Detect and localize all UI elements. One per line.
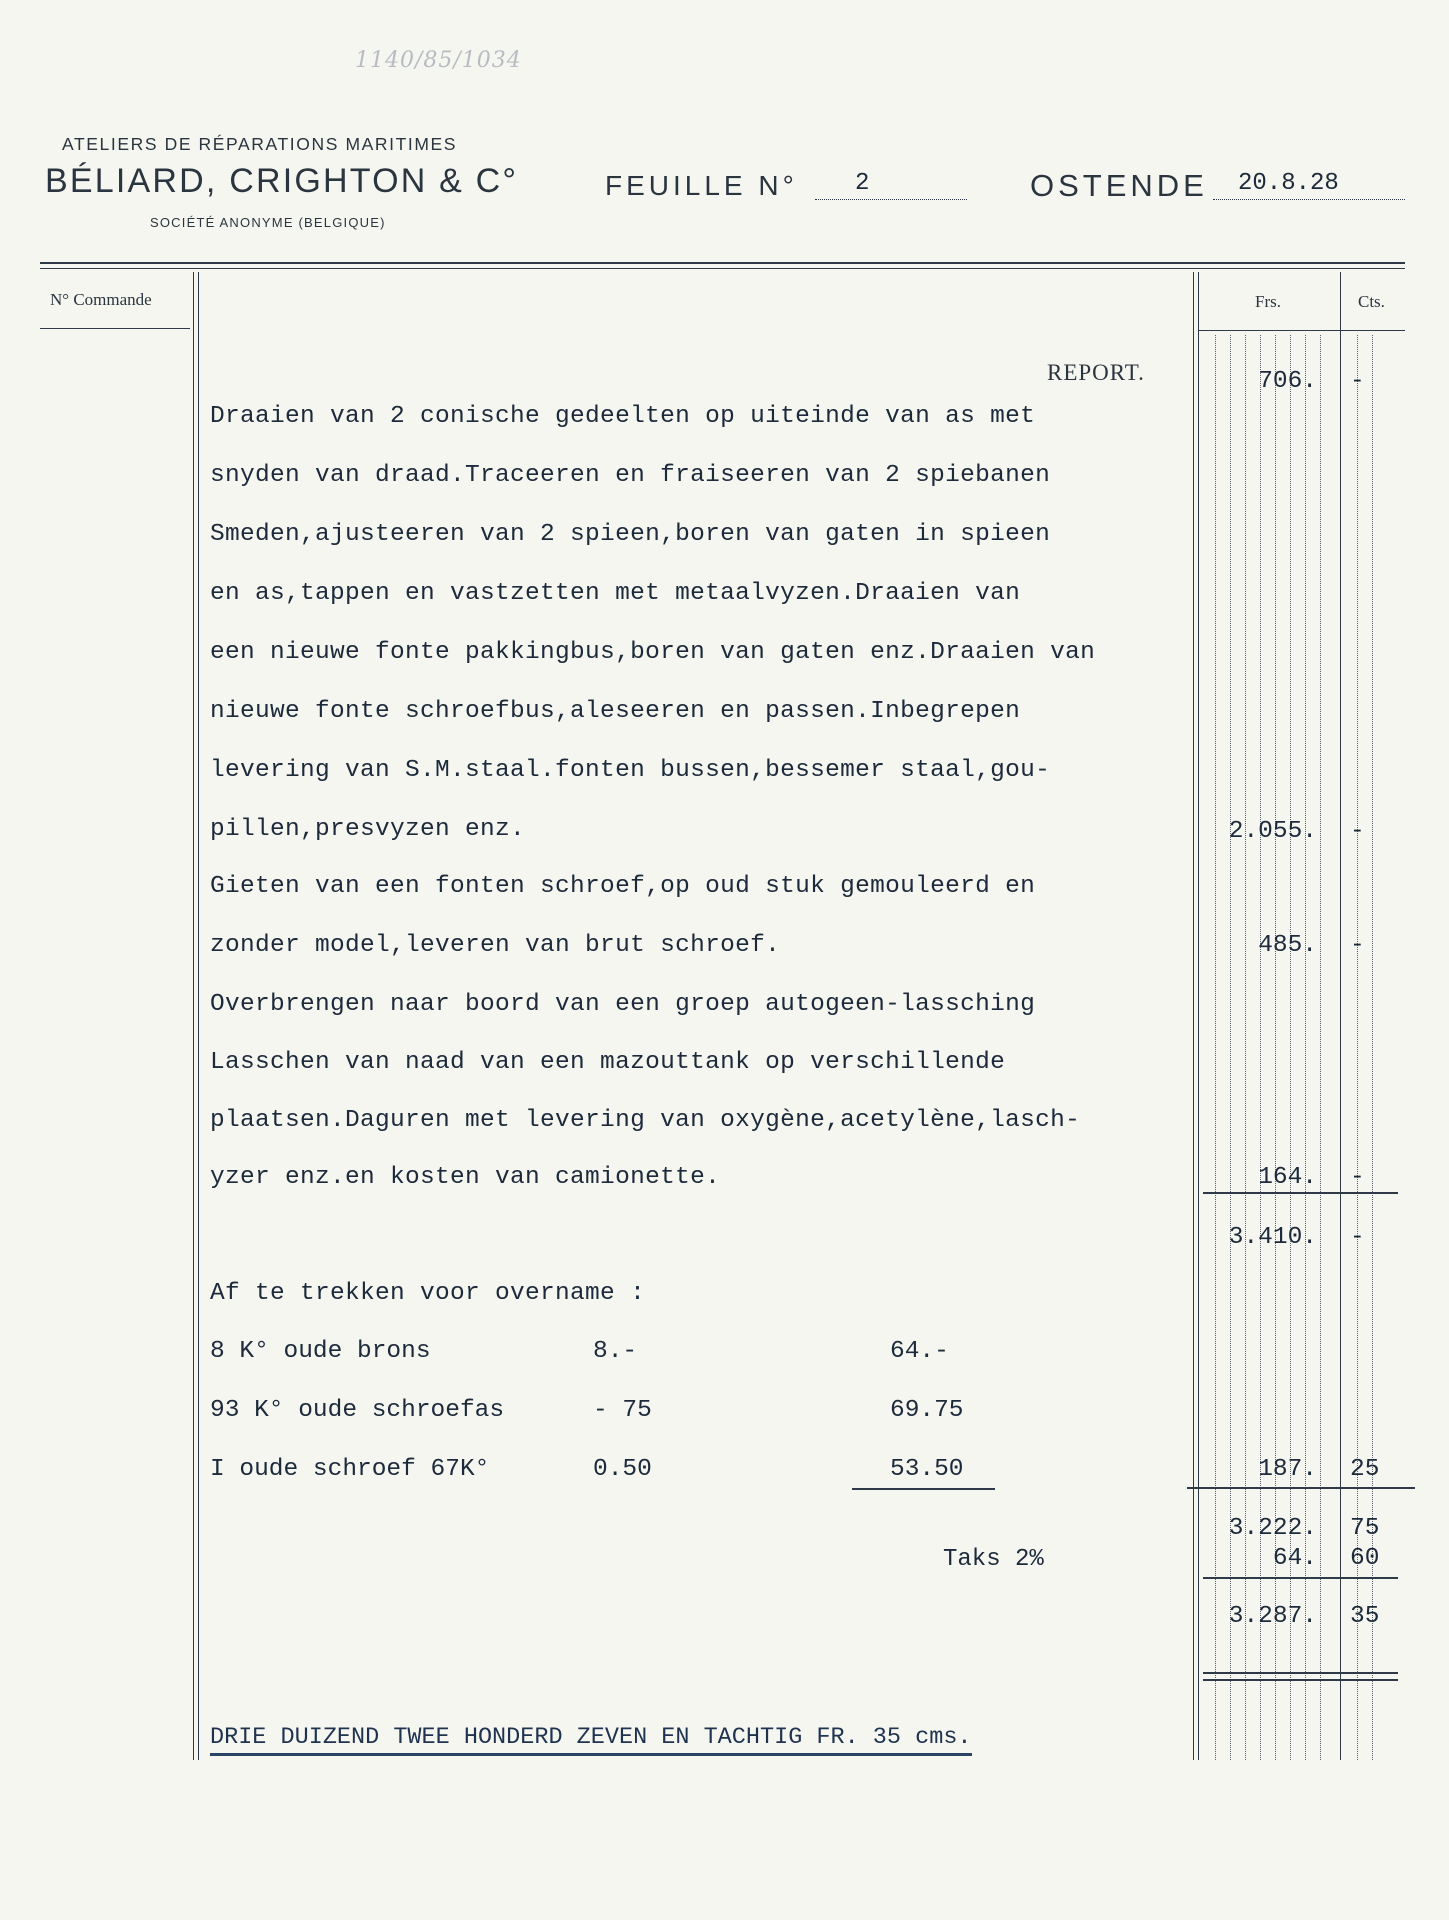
running-total-francs: 3.410. xyxy=(1228,1224,1317,1251)
amount-cents: - xyxy=(1350,1164,1365,1191)
company-descriptor: ATELIERS DE RÉPARATIONS MARITIMES xyxy=(62,134,458,154)
commande-underline xyxy=(40,328,190,329)
description-line: Smeden,ajusteeren van 2 spieen,boren van gaten in spieen xyxy=(210,521,1051,548)
left-margin-rule xyxy=(193,272,194,1760)
description-line: een nieuwe fonte pakkingbus,boren van gaten enz.Draaien van xyxy=(210,639,1096,666)
pencil-archive-note: 1140/85/1034 xyxy=(355,48,522,73)
tax-label: Taks 2% xyxy=(943,1546,1044,1573)
grand-total-cents: 35 xyxy=(1350,1603,1380,1630)
company-legal-form: SOCIÉTÉ ANONYME (BELGIQUE) xyxy=(150,215,386,230)
sheet-number: 2 xyxy=(815,170,967,200)
amount-francs: 2.055. xyxy=(1228,818,1317,845)
report-label: REPORT. xyxy=(1047,360,1145,385)
deduction-amount: 69.75 xyxy=(890,1397,964,1424)
frs-guide-line xyxy=(1245,335,1246,1760)
amount-cents: - xyxy=(1350,932,1365,959)
report-francs: 706. xyxy=(1258,368,1317,395)
invoice-date: 20.8.28 xyxy=(1213,170,1405,200)
description-line: pillen,presvyzen enz. xyxy=(210,816,526,843)
deduction-item: I oude schroef 67K° xyxy=(210,1456,490,1483)
francs-column-header: Frs. xyxy=(1255,292,1281,311)
total-double-rule xyxy=(1203,1679,1398,1681)
header-rule xyxy=(40,262,1405,264)
frs-guide-line xyxy=(1230,335,1231,1760)
amount-column-rule xyxy=(1193,272,1194,1760)
deduction-amount: 64.- xyxy=(890,1338,949,1365)
description-line: Gieten van een fonten schroef,op oud stuk gemouleerd en xyxy=(210,873,1036,900)
description-line: en as,tappen en vastzetten met metaalvyzen.Draaien van xyxy=(210,580,1021,607)
description-line: snyden van draad.Traceeren en fraiseeren van 2 spiebanen xyxy=(210,462,1051,489)
subtotal-francs: 3.222. xyxy=(1228,1515,1317,1542)
total-double-rule xyxy=(1203,1672,1398,1674)
description-line: Lasschen van naad van een mazouttank op verschillende xyxy=(210,1049,1006,1076)
cents-column-header: Cts. xyxy=(1358,292,1385,311)
amount-francs: 485. xyxy=(1258,932,1317,959)
header-rule-thin xyxy=(40,268,1405,269)
deduction-rate: - 75 xyxy=(593,1397,652,1424)
deduction-sum-rule xyxy=(852,1488,995,1490)
order-number-column-header: N° Commande xyxy=(50,290,152,309)
amount-cents: - xyxy=(1350,818,1365,845)
deduction-rate: 0.50 xyxy=(593,1456,652,1483)
description-line: plaatsen.Daguren met levering van oxygène,acetylène,lasch- xyxy=(210,1107,1081,1134)
place-label: OSTENDE xyxy=(1030,168,1208,203)
running-total-cents: - xyxy=(1350,1224,1365,1251)
amount-column-rule-inner xyxy=(1198,272,1199,1760)
tax-sum-rule xyxy=(1203,1577,1398,1579)
description-line: yzer enz.en kosten van camionette. xyxy=(210,1164,721,1191)
description-line: Overbrengen naar boord van een groep autogeen-lassching xyxy=(210,991,1036,1018)
amount-header-underline xyxy=(1198,330,1405,331)
description-line: zonder model,leveren van brut schroef. xyxy=(210,932,781,959)
deduction-total-cents: 25 xyxy=(1350,1456,1380,1483)
tax-francs: 64. xyxy=(1272,1545,1317,1572)
frs-guide-line xyxy=(1260,335,1261,1760)
frs-guide-line xyxy=(1320,335,1321,1760)
deduction-item: 93 K° oude schroefas xyxy=(210,1397,505,1424)
report-cents: - xyxy=(1350,368,1365,395)
description-line: nieuwe fonte schroefbus,aleseeren en passen.Inbegrepen xyxy=(210,698,1021,725)
left-margin-rule-inner xyxy=(198,272,199,1760)
grand-total-francs: 3.287. xyxy=(1228,1603,1317,1630)
deduction-total-francs: 187. xyxy=(1258,1456,1317,1483)
description-line: levering van S.M.staal.fonten bussen,bessemer staal,gou- xyxy=(210,757,1051,784)
deduction-total-rule xyxy=(1187,1487,1415,1489)
company-name: BÉLIARD, CRIGHTON & C° xyxy=(45,162,519,200)
deduction-item: 8 K° oude brons xyxy=(210,1338,431,1365)
subtotal-cents: 75 xyxy=(1350,1515,1380,1542)
description-line: Draaien van 2 conische gedeelten op uiteinde van as met xyxy=(210,403,1036,430)
tax-cents: 60 xyxy=(1350,1545,1380,1572)
amount-in-words: DRIE DUIZEND TWEE HONDERD ZEVEN EN TACHTIG FR. 35 cms. xyxy=(210,1724,972,1756)
deduction-rate: 8.- xyxy=(593,1338,638,1365)
deductions-heading: Af te trekken voor overname : xyxy=(210,1280,646,1307)
frs-guide-line xyxy=(1215,335,1216,1760)
amount-francs: 164. xyxy=(1258,1164,1317,1191)
cents-column-rule xyxy=(1340,272,1341,1760)
sheet-label: FEUILLE N° xyxy=(605,170,798,201)
deduction-amount: 53.50 xyxy=(890,1456,964,1483)
sum-rule xyxy=(1203,1192,1398,1194)
